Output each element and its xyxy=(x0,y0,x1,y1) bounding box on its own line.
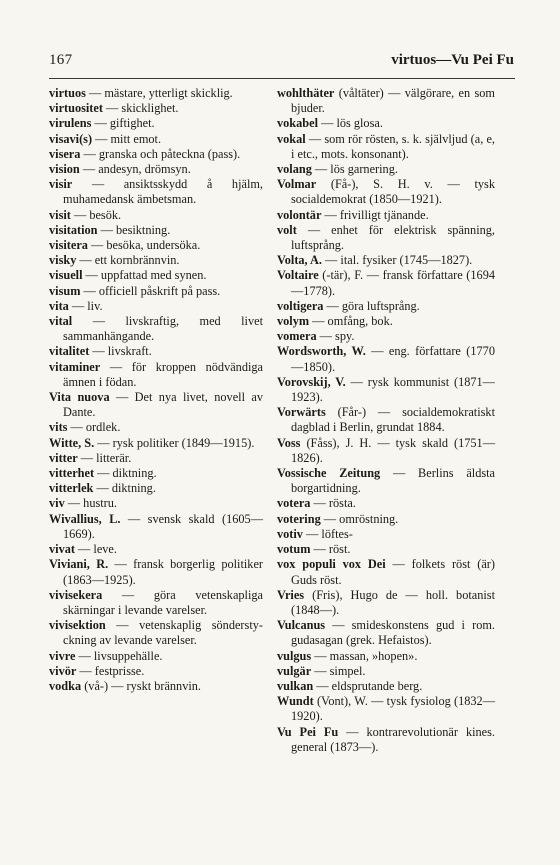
dictionary-entry xyxy=(277,542,495,557)
entry-definition: (våltäter) — välgörare, en som bjuder. xyxy=(291,86,495,116)
entry-headword: visitation xyxy=(49,222,98,237)
dictionary-entry xyxy=(49,360,263,390)
entry-definition: — smideskonstens gud i rom. gudasagan (grek. Hefaistos). xyxy=(291,618,495,648)
page-number: 167 xyxy=(49,52,73,68)
entry-definition: — enhet för elektrisk spänning, luftsprång. xyxy=(291,222,495,253)
dictionary-entry xyxy=(277,679,495,694)
entry-definition: — frivilligt tjänande. xyxy=(321,207,429,222)
entry-headword: visitera xyxy=(49,238,88,253)
entry-headword: votera xyxy=(277,496,311,511)
entry-definition: (Få-), S. H. v. — tysk socialdemokrat (1850—1921). xyxy=(291,177,495,207)
entry-definition: — skicklighet. xyxy=(102,101,179,116)
dictionary-entry xyxy=(277,496,495,511)
entry-headword: votiv xyxy=(277,526,303,541)
entry-headword: Vossische Zeitung xyxy=(277,466,381,481)
dictionary-entry xyxy=(277,375,495,405)
dictionary-entry xyxy=(49,284,263,299)
running-title: virtuos—Vu Pei Fu xyxy=(391,52,514,68)
entry-definition: — som rör rösten, s. k. självljud (a, e, i etc., mots. konsonant). xyxy=(291,131,495,161)
dictionary-entry xyxy=(49,147,263,162)
entry-definition: (Fåss), J. H. — tysk skald (1751—1826). xyxy=(291,435,495,465)
entry-definition: — ital. fysiker (1745—1827). xyxy=(321,253,473,268)
dictionary-entry xyxy=(277,664,495,679)
entry-headword: vox populi vox Dei xyxy=(277,557,386,572)
entry-definition: — giftighet. xyxy=(91,116,155,131)
page-header xyxy=(49,52,514,69)
left-column xyxy=(49,86,263,694)
entry-headword: wohlthäter xyxy=(277,86,335,100)
entry-definition: — besiktning. xyxy=(97,222,171,237)
entry-definition: — liv. xyxy=(68,298,103,313)
dictionary-entry xyxy=(49,390,263,420)
dictionary-entry xyxy=(277,329,495,344)
dictionary-entry xyxy=(277,253,495,268)
dictionary-entry xyxy=(49,664,263,679)
entry-headword: vits xyxy=(49,420,68,435)
entry-headword: Vries xyxy=(277,587,305,602)
entry-headword: voltigera xyxy=(277,298,324,313)
dictionary-entry xyxy=(277,436,495,466)
entry-definition: — ansiktsskydd å hjälm, muhamedansk ämbetsman. xyxy=(63,177,263,207)
entry-definition: — besöka, undersöka. xyxy=(87,238,201,253)
entry-definition: — ett kornbrännvin. xyxy=(76,253,180,268)
entry-definition: — mästare, ytterligt skicklig. xyxy=(85,86,233,100)
entry-definition: (Fris), Hugo de — holl. botanist (1848—). xyxy=(291,587,495,617)
dictionary-entry xyxy=(49,344,263,359)
entry-definition: — fransk borgerlig politiker (1863—1925). xyxy=(63,557,263,587)
dictionary-entry xyxy=(277,132,495,162)
dictionary-entry xyxy=(49,496,263,511)
entry-headword: Vorovskij, V. xyxy=(277,374,346,389)
entry-definition: — rysk kommunist (1871—1923). xyxy=(291,374,495,405)
dictionary-entry xyxy=(277,618,495,648)
entry-definition: — diktning. xyxy=(93,481,156,496)
entry-definition: — göra vetenskapliga skärningar i levande varelser. xyxy=(63,587,263,617)
entry-headword: visky xyxy=(49,253,77,268)
entry-definition: — andesyn, drömsyn. xyxy=(79,162,191,177)
entry-headword: vivat xyxy=(49,542,75,557)
dictionary-entry xyxy=(49,268,263,283)
entry-headword: visera xyxy=(49,146,81,161)
dictionary-entry xyxy=(49,542,263,557)
entry-definition: — festprisse. xyxy=(76,663,145,678)
entry-definition: — livskraft. xyxy=(89,344,152,359)
entry-headword: vomera xyxy=(277,329,317,344)
entry-definition: — lös glosa. xyxy=(318,116,383,131)
header-rule xyxy=(49,78,515,79)
entry-definition: — röst. xyxy=(310,542,351,557)
dictionary-entry xyxy=(277,116,495,131)
entry-headword: Vulcanus xyxy=(277,618,326,633)
entry-definition: (vå-) — ryskt brännvin. xyxy=(81,678,201,693)
entry-headword: virtuositet xyxy=(49,101,103,116)
entry-headword: viv xyxy=(49,496,65,511)
dictionary-entry xyxy=(277,557,495,587)
entry-headword: vokabel xyxy=(277,116,318,131)
dictionary-entry xyxy=(277,268,495,298)
dictionary-entry xyxy=(277,725,495,755)
entry-definition: — omfång, bok. xyxy=(309,314,393,329)
entry-definition: (-tär), F. — fransk författare (1694—1778). xyxy=(291,268,495,298)
entry-headword: Viviani, R. xyxy=(49,557,109,572)
dictionary-entry xyxy=(277,344,495,374)
entry-definition: — göra luftsprång. xyxy=(323,298,420,313)
dictionary-entry xyxy=(49,132,263,147)
entry-definition: — simpel. xyxy=(311,663,366,678)
entry-definition: — officiell påskrift på pass. xyxy=(80,283,221,298)
entry-headword: virtuos xyxy=(49,86,86,100)
entry-headword: vulkan xyxy=(277,678,314,693)
entry-headword: vitaminer xyxy=(49,359,101,374)
entry-headword: visit xyxy=(49,207,71,222)
entry-headword: votering xyxy=(277,511,321,526)
entry-headword: Wundt xyxy=(277,694,314,709)
entry-headword: volt xyxy=(277,222,297,237)
entry-headword: visir xyxy=(49,177,73,192)
entry-definition: (Får-) — socialdemokratiskt dagblad i Berlin, grundat 1884. xyxy=(291,405,495,435)
entry-headword: votum xyxy=(277,542,311,557)
entry-headword: vodka xyxy=(49,678,82,693)
dictionary-entry xyxy=(49,223,263,238)
entry-headword: virulens xyxy=(49,116,92,131)
entry-definition: — granska och påteckna (pass). xyxy=(80,146,241,161)
dictionary-entry xyxy=(49,314,263,344)
dictionary-entry xyxy=(49,557,263,587)
entry-headword: vitterhet xyxy=(49,466,95,481)
entry-headword: vivisektion xyxy=(49,618,106,633)
entry-headword: Witte, S. xyxy=(49,435,95,450)
entry-definition: — rösta. xyxy=(310,496,356,511)
entry-definition: — löftes- xyxy=(302,526,353,541)
entry-headword: vita xyxy=(49,298,69,313)
entry-definition: — livsuppehälle. xyxy=(75,648,163,663)
entry-headword: vokal xyxy=(277,131,306,146)
entry-definition: — för kroppen nödvändiga ämnen i födan. xyxy=(63,359,263,389)
entry-definition: (Vont), W. — tysk fysiolog (1832—1920). xyxy=(291,694,495,724)
dictionary-entry xyxy=(277,527,495,542)
entry-headword: Vu Pei Fu xyxy=(277,724,339,739)
entry-definition: — kontrarevolutionär kines. general (1873—). xyxy=(291,724,495,754)
entry-headword: vital xyxy=(49,314,73,329)
entry-headword: volontär xyxy=(277,207,322,222)
dictionary-entry xyxy=(277,588,495,618)
entry-headword: vivör xyxy=(49,663,77,678)
dictionary-entry xyxy=(277,177,495,207)
right-column xyxy=(277,86,495,755)
dictionary-entry xyxy=(49,679,263,694)
entry-headword: vitalitet xyxy=(49,344,90,359)
entry-definition: — spy. xyxy=(316,329,355,344)
entry-headword: vitterlek xyxy=(49,481,94,496)
entry-definition: — eng. författare (1770—1850). xyxy=(291,344,495,374)
entry-headword: Voltaire xyxy=(277,268,319,283)
dictionary-entry xyxy=(49,238,263,253)
dictionary-entry xyxy=(277,314,495,329)
entry-headword: Vorwärts xyxy=(277,405,326,420)
entry-headword: Volta, A. xyxy=(277,253,322,268)
dictionary-entry xyxy=(49,436,263,451)
dictionary-entry xyxy=(277,694,495,724)
entry-headword: volym xyxy=(277,314,310,329)
entry-definition: — uppfattad med synen. xyxy=(82,268,207,283)
entry-headword: vulgus xyxy=(277,648,312,663)
dictionary-entry xyxy=(49,420,263,435)
dictionary-entry xyxy=(277,223,495,253)
dictionary-entry xyxy=(49,481,263,496)
dictionary-entry xyxy=(277,512,495,527)
entry-definition: — massan, »hopen». xyxy=(311,648,418,663)
entry-headword: Voss xyxy=(277,435,301,450)
entry-headword: Volmar xyxy=(277,177,317,192)
entry-definition: — Det nya livet, novell av Dante. xyxy=(63,390,263,420)
entry-headword: Wordsworth, W. xyxy=(277,344,366,359)
dictionary-entry xyxy=(49,86,263,101)
dictionary-entry xyxy=(49,618,263,648)
entry-headword: vulgär xyxy=(277,663,312,678)
entry-definition: — hustru. xyxy=(64,496,117,511)
entry-definition: — ordlek. xyxy=(67,420,121,435)
dictionary-entry xyxy=(277,405,495,435)
entry-headword: visum xyxy=(49,283,81,298)
dictionary-entry xyxy=(277,208,495,223)
dictionary-entry xyxy=(277,649,495,664)
dictionary-entry xyxy=(277,86,495,116)
dictionary-entry xyxy=(277,299,495,314)
dictionary-entry xyxy=(49,588,263,618)
dictionary-entry xyxy=(49,299,263,314)
dictionary-entry xyxy=(49,466,263,481)
dictionary-entry xyxy=(49,162,263,177)
entry-headword: vitter xyxy=(49,450,78,465)
entry-definition: — leve. xyxy=(74,542,117,557)
dictionary-entry xyxy=(49,649,263,664)
dictionary-entry xyxy=(49,253,263,268)
entry-definition: — besök. xyxy=(70,207,122,222)
entry-definition: — rysk politiker (1849—1915). xyxy=(94,435,255,450)
entry-definition: — svensk skald (1605—1669). xyxy=(63,511,263,541)
entry-headword: volang xyxy=(277,162,312,177)
dictionary-entry xyxy=(49,208,263,223)
dictionary-entry xyxy=(49,101,263,116)
dictionary-entry xyxy=(49,177,263,207)
entry-definition: — livskraftig, med livet sammanhängande. xyxy=(63,314,263,344)
entry-headword: vision xyxy=(49,162,80,177)
entry-definition: — folkets röst (är) Guds röst. xyxy=(291,557,495,587)
entry-headword: Vita nuova xyxy=(49,390,110,405)
entry-definition: — vetenskaplig sönderstyckning av levande varelser. xyxy=(63,618,263,648)
entry-definition: — diktning. xyxy=(94,466,157,481)
dictionary-entry xyxy=(277,466,495,496)
entry-definition: — lös garnering. xyxy=(311,162,398,177)
dictionary-entry xyxy=(277,162,495,177)
dictionary-entry xyxy=(49,116,263,131)
dictionary-entry xyxy=(49,512,263,542)
entry-headword: vivre xyxy=(49,648,76,663)
dictionary-entry xyxy=(49,451,263,466)
entry-definition: — eldsprutande berg. xyxy=(313,678,423,693)
entry-definition: — litterär. xyxy=(77,450,132,465)
entry-headword: visuell xyxy=(49,268,83,283)
entry-headword: Wivallius, L. xyxy=(49,511,121,526)
entry-headword: visavi(s) xyxy=(49,131,93,146)
entry-definition: — omröstning. xyxy=(320,511,399,526)
entry-definition: — Berlins äldsta borgartidning. xyxy=(291,466,496,496)
entry-headword: vivisekera xyxy=(49,587,103,602)
entry-definition: — mitt emot. xyxy=(92,131,162,146)
